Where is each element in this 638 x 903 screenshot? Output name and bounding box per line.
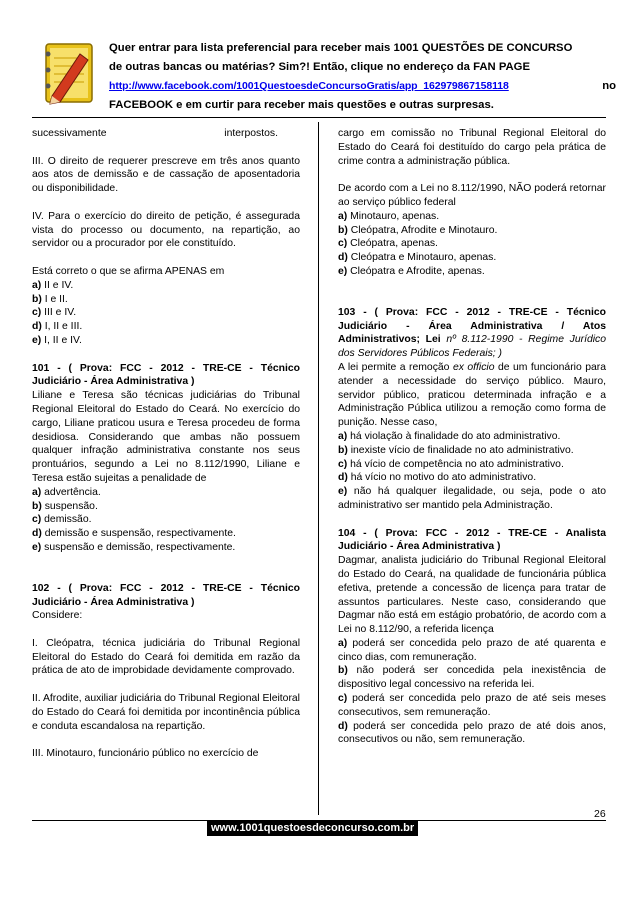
- answer-options-104: [338, 637, 606, 747]
- question-102-consider: Considere:: [32, 610, 83, 622]
- option-c[interactable]: c) Cleópatra, apenas.: [338, 238, 438, 250]
- header-banner: [109, 39, 616, 115]
- continuation-line: sucessivamente interpostos.: [32, 128, 278, 139]
- answer-options-102: [338, 210, 606, 279]
- option-c[interactable]: c) III e IV.: [32, 307, 77, 319]
- option-a[interactable]: a) Minotauro, apenas.: [338, 210, 440, 222]
- answer-options-100: [32, 279, 300, 348]
- right-column: [338, 127, 606, 747]
- column-divider: [318, 122, 319, 815]
- page-number: 26: [594, 808, 606, 820]
- option-b[interactable]: b) Cleópatra, Afrodite e Minotauro.: [338, 224, 498, 236]
- statement-iv: IV. Para o exercício do direito de petição, é assegurada vista do processo ou documento, na repartição, ao servidor ou a procurador por ele constituído.: [32, 210, 300, 250]
- header-line-4: FACEBOOK e em curtir para receber mais questões e outras surpresas.: [109, 99, 494, 111]
- statement-ii: II. Afrodite, auxiliar judiciária do Tribunal Regional Eleitoral do Estado do Ceará foi demitida por incontinência pública e conduta escandalosa na repartição.: [32, 693, 300, 732]
- statement-i: I. Cleópatra, técnica judiciária do Tribunal Regional Eleitoral do Estado do Ceará foi demitida em razão da prática de ato de improbidade devidamente comprovado.: [32, 637, 300, 677]
- option-c[interactable]: c) há vício de competência no ato administrativo.: [338, 458, 564, 470]
- answer-options-103: [338, 430, 606, 513]
- question-102-title: 102 - ( Prova: FCC - 2012 - TRE-CE - Técnico Judiciário - Área Administrativa ): [32, 582, 300, 608]
- answer-options-101: [32, 486, 300, 555]
- option-b[interactable]: b) inexiste vício de finalidade no ato administrativo.: [338, 444, 574, 456]
- option-e[interactable]: e) não há qualquer ilegalidade, ou seja, pode o ato administrativo ser mantido pela Administração.: [338, 486, 606, 511]
- option-e[interactable]: e) I, II e IV.: [32, 334, 82, 346]
- footer-site-link[interactable]: www.1001questoesdeconcurso.com.br: [207, 820, 418, 836]
- header-line-3: [109, 77, 616, 96]
- header-line-1: Quer entrar para lista preferencial para receber mais 1001 QUESTÕES DE CONCURSO: [109, 42, 573, 54]
- option-a[interactable]: a) poderá ser concedida pelo prazo de até quarenta e cinco dias, com remuneração.: [338, 637, 606, 663]
- option-a[interactable]: a) advertência.: [32, 486, 101, 498]
- facebook-link[interactable]: http://www.facebook.com/1001QuestoesdeConcursoGratis/app_162979867158118: [109, 80, 509, 92]
- option-b[interactable]: b) não poderá ser concedida pela inexistência de dispositivo legal concessivo na referida lei.: [338, 665, 606, 691]
- option-d[interactable]: d) demissão e suspensão, respectivamente.: [32, 528, 236, 540]
- option-d[interactable]: d) poderá ser concedida pelo prazo de até dois anos, consecutivos ou não, sem remuneração.: [338, 720, 606, 746]
- question-101-title: 101 - ( Prova: FCC - 2012 - TRE-CE - Técnico Judiciário - Área Administrativa ): [32, 362, 300, 388]
- notebook-pencil-logo-icon: [40, 40, 98, 106]
- option-a[interactable]: a) II e IV.: [32, 279, 74, 291]
- question-103-body: A lei permite a remoção ex officio de um funcionário para atender a necessidade do serviço público. Mauro, servidor público, praticou determinada infração e a Administração Pública utilizou a remoção como forma de punição. Nesse caso,: [338, 361, 607, 429]
- statement-iii: III. O direito de requerer prescreve em três anos quanto aos atos de demissão e de cassação de aposentadoria ou disponibilidade.: [32, 155, 300, 195]
- question-104-body: Dagmar, analista judiciário do Tribunal Regional Eleitoral do Estado do Ceará, na qualidade de funcionária pública efetiva, pretende a concessão de licença para tratar de assuntos particulares. Neste caso, considerando que Dagmar não está em estágio probatório, de acordo com a Lei no 8.112/90, a referida licença: [338, 555, 606, 636]
- question-prompt: Está correto o que se afirma APENAS em: [32, 265, 225, 277]
- left-column: [32, 127, 300, 761]
- option-d[interactable]: d) I, II e III.: [32, 321, 83, 333]
- question-104-title: 104 - ( Prova: FCC - 2012 - TRE-CE - Analista Judiciário - Área Administrativa ): [338, 527, 606, 553]
- option-e[interactable]: e) Cleópatra e Afrodite, apenas.: [338, 265, 485, 277]
- option-e[interactable]: e) suspensão e demissão, respectivamente.: [32, 541, 236, 553]
- statement-iii-start: III. Minotauro, funcionário público no exercício de: [32, 748, 259, 760]
- header-rule: [32, 117, 606, 118]
- question-102-prompt: De acordo com a Lei no 8.112/1990, NÃO poderá retornar ao serviço público federal: [338, 183, 606, 208]
- option-a[interactable]: a) há violação à finalidade do ato administrativo.: [338, 430, 561, 442]
- question-101-body: Liliane e Teresa são técnicas judiciárias do Tribunal Regional Eleitoral do Estado do Ceará. No exercício do cargo, Liliane praticou usura e Teresa procedeu de forma desidiosa. Considerando que ambas não possuem qualquer infração administrativa constante nos seus prontuários, segundo a Lei no 8.112/1990, Liliane e Teresa estão sujeitas a penalidade de: [32, 390, 300, 484]
- header-link-suffix: no: [602, 80, 616, 92]
- option-c[interactable]: c) poderá ser concedida pelo prazo de até seis meses consecutivos, sem remuneração.: [338, 693, 606, 718]
- option-b[interactable]: b) I e II.: [32, 293, 68, 305]
- statement-iii-cont: cargo em comissão no Tribunal Regional Eleitoral do Estado do Ceará foi destituído do cargo pela prática de crime contra a administração pública.: [338, 128, 606, 167]
- option-c[interactable]: c) demissão.: [32, 514, 92, 526]
- option-d[interactable]: d) há vício no motivo do ato administrativo.: [338, 472, 537, 484]
- option-b[interactable]: b) suspensão.: [32, 500, 98, 512]
- option-d[interactable]: d) Cleópatra e Minotauro, apenas.: [338, 252, 497, 264]
- question-103-title: 103 - ( Prova: FCC - 2012 - TRE-CE - Técnico Judiciário - Área Administrativa / Atos Administrativos; Lei nº 8.112-1990 - Regime Jurídico dos Servidores Públicos Federais; ): [338, 306, 607, 360]
- header-line-2: de outras bancas ou matérias? Sim?! Então, clique no endereço da FAN PAGE: [109, 61, 531, 73]
